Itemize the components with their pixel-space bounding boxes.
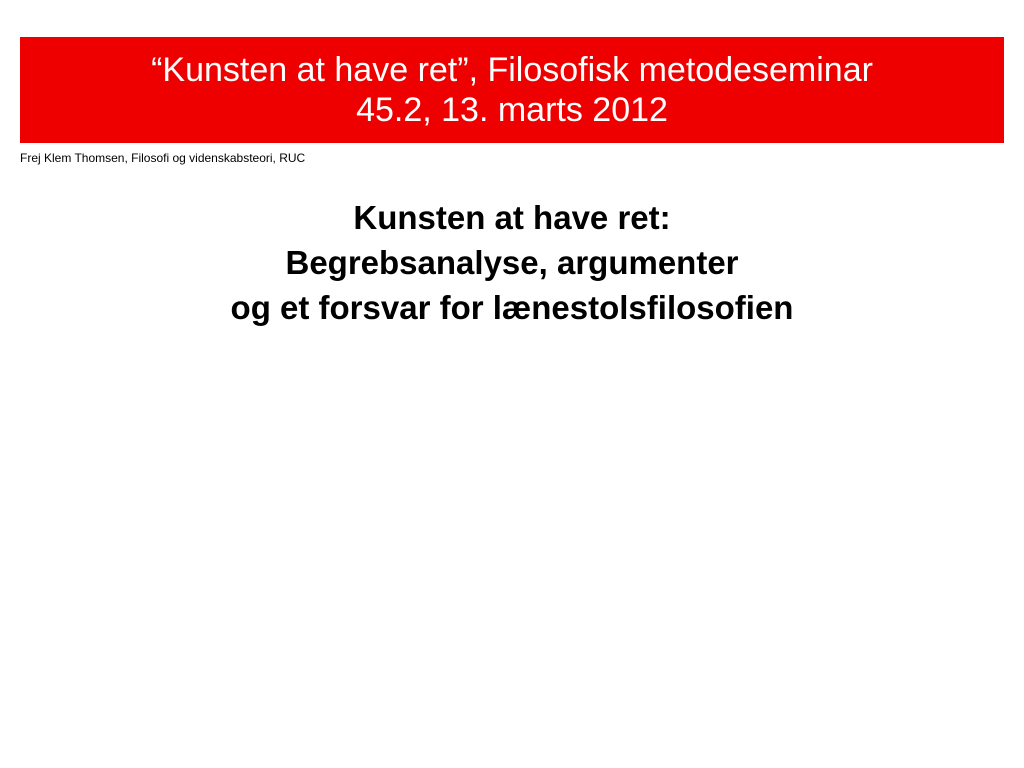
slide-title-line-2: Begrebsanalyse, argumenter [285,244,739,281]
header-banner [20,37,1004,143]
slide-title-line-3: og et forsvar for lænestolsfilosofien [230,289,794,326]
banner-title-line-1: “Kunsten at have ret”, Filosofisk metodeseminar [151,51,873,89]
slide-title-line-1: Kunsten at have ret: [353,199,671,236]
banner-title-line-2: 45.2, 13. marts 2012 [356,91,668,129]
author-byline: Frej Klem Thomsen, Filosofi og videnskabsteori, RUC [20,151,306,165]
slide-title [0,195,1024,330]
